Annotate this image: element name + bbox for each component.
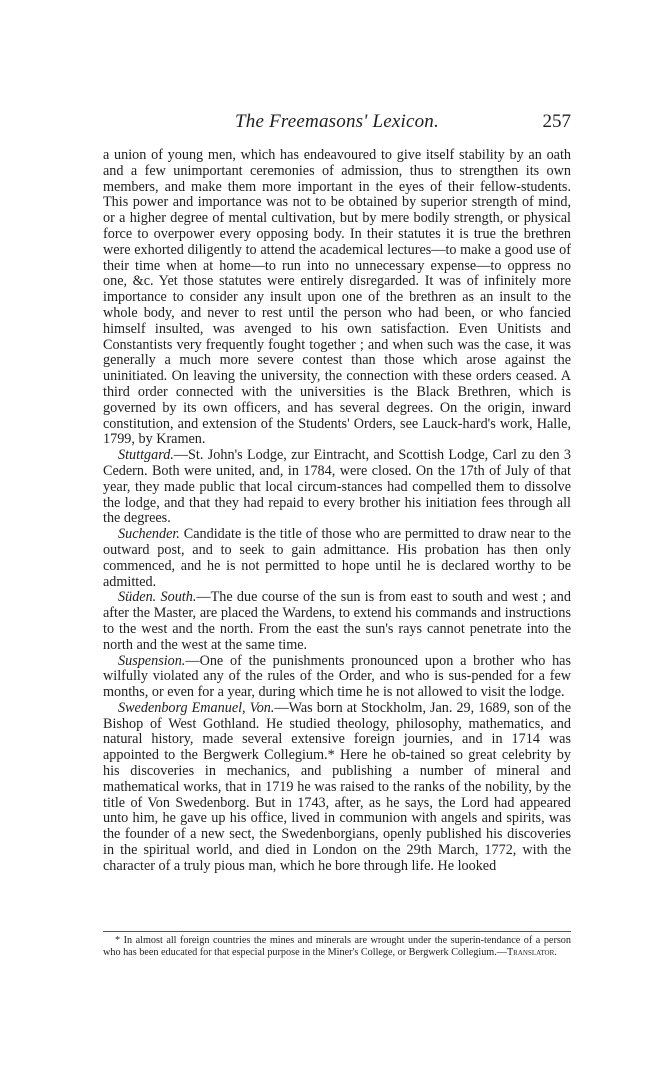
entry-text: —St. John's Lodge, zur Eintracht, and Scottish Lodge, Carl zu den 3 Cedern. Both were united, and, in 1784, were closed. On the 17th of July of that year, they made public that local circum-stances had compelled them to dissolve the lodge, and that they had repaid to every brother his initiation fees through all the degrees. [103, 447, 571, 527]
entry-term: Suchender. [118, 526, 180, 543]
entry-text: Candidate is the title of those who are permitted to draw near to the outward post, and to seek to gain admittance. His probation has then only commenced, and he is not permitted to hope until he is declared worthy to be admitted. [103, 526, 571, 590]
entry-suden [103, 590, 571, 653]
entry-term: Stuttgard. [118, 447, 174, 464]
entry-text: —One of the punishments pronounced upon a brother who has wilfully violated any of the rules of the Order, and who is sus-pended for a few months, or even for a year, during which time he is not allowed to visit the lodge. [103, 652, 571, 701]
footnote-text: * In almost all foreign countries the mines and minerals are wrought under the superin-tendance of a person who has been educated for that especial purpose in the Miner's College, or Bergwerk Collegium.— [103, 935, 571, 958]
entry-stuttgard [103, 448, 571, 527]
footnote-signature: Translator. [506, 946, 557, 958]
entry-text: —The due course of the sun is from east to south and west ; and after the Master, are placed the Wardens, to extend his commands and instructions to the west and the north. From the east the sun's rays cannot penetrate into the north and the west at the same time. [103, 589, 571, 653]
paragraph [103, 148, 571, 448]
entry-term: Suspension. [118, 652, 186, 669]
page-header [103, 111, 571, 135]
entry-swedenborg [103, 701, 571, 875]
entry-term: Süden. South. [118, 589, 197, 606]
entry-suchender [103, 527, 571, 590]
running-title: The Freemasons' Lexicon. [235, 111, 439, 132]
footnote-rule [103, 931, 571, 932]
entry-suspension [103, 654, 571, 701]
entry-text: —Was born at Stockholm, Jan. 29, 1689, son of the Bishop of West Gothland. He studied theology, philosophy, mathematics, and natural history, made several extensive foreign journies, and in 1714 was appointed to the Bergwerk Collegium.* Here he ob-tained so great celebrity by his discoveries in mechanics, and publishing a number of mineral and mathematical works, that in 1719 he was raised to the ranks of the nobility, by the title of Von Swedenborg. But in 1743, after, as he says, the Lord had appeared unto him, he gave up his office, lived in communion with angels and spirits, was the founder of a new sect, the Swedenborgians, openly published his discoveries in the spiritual world, and died in London on the 29th March, 1772, with the character of a truly pious man, which he bore through life. He looked [103, 699, 571, 874]
footnote [103, 935, 571, 958]
page-number: 257 [542, 111, 571, 132]
entry-term: Swedenborg Emanuel, Von. [118, 699, 275, 716]
paragraph-text: a union of young men, which has endeavoured to give itself stability by an oath and a few unimportant ceremonies of admission, thus to strengthen its own members, and make them more important in the eyes of their fellow-students. This power and importance was not to be obtained by superior strength of mind, or a higher degree of mental cultivation, but by mere bodily strength, or physical force to overpower every opposing body. In their statutes it is true the brethren were exhorted diligently to attend the academical lectures—to make a good use of their time when at home—to run into no unnecessary expense—to oppress no one, &c. Yet those statutes were entirely disregarded. It was of infinitely more importance to consider any insult upon one of the brethren as an insult to the whole body, and never to rest until the person who had been, or who fancied himself insulted, was avenged to his own satisfaction. Even Unitists and Constantists very frequently fought together ; and when such was the case, it was generally a much more severe contest than those which arose against the uninitiated. On leaving the university, the connection with these orders ceased. A third order connected with the universities is the Black Brethren, which is governed by its own officers, and has several degrees. On the origin, inward constitution, and extension of the Students' Orders, see Lauck-hard's work, Halle, 1799, by Kramen. [103, 147, 571, 448]
body-text [103, 148, 571, 875]
